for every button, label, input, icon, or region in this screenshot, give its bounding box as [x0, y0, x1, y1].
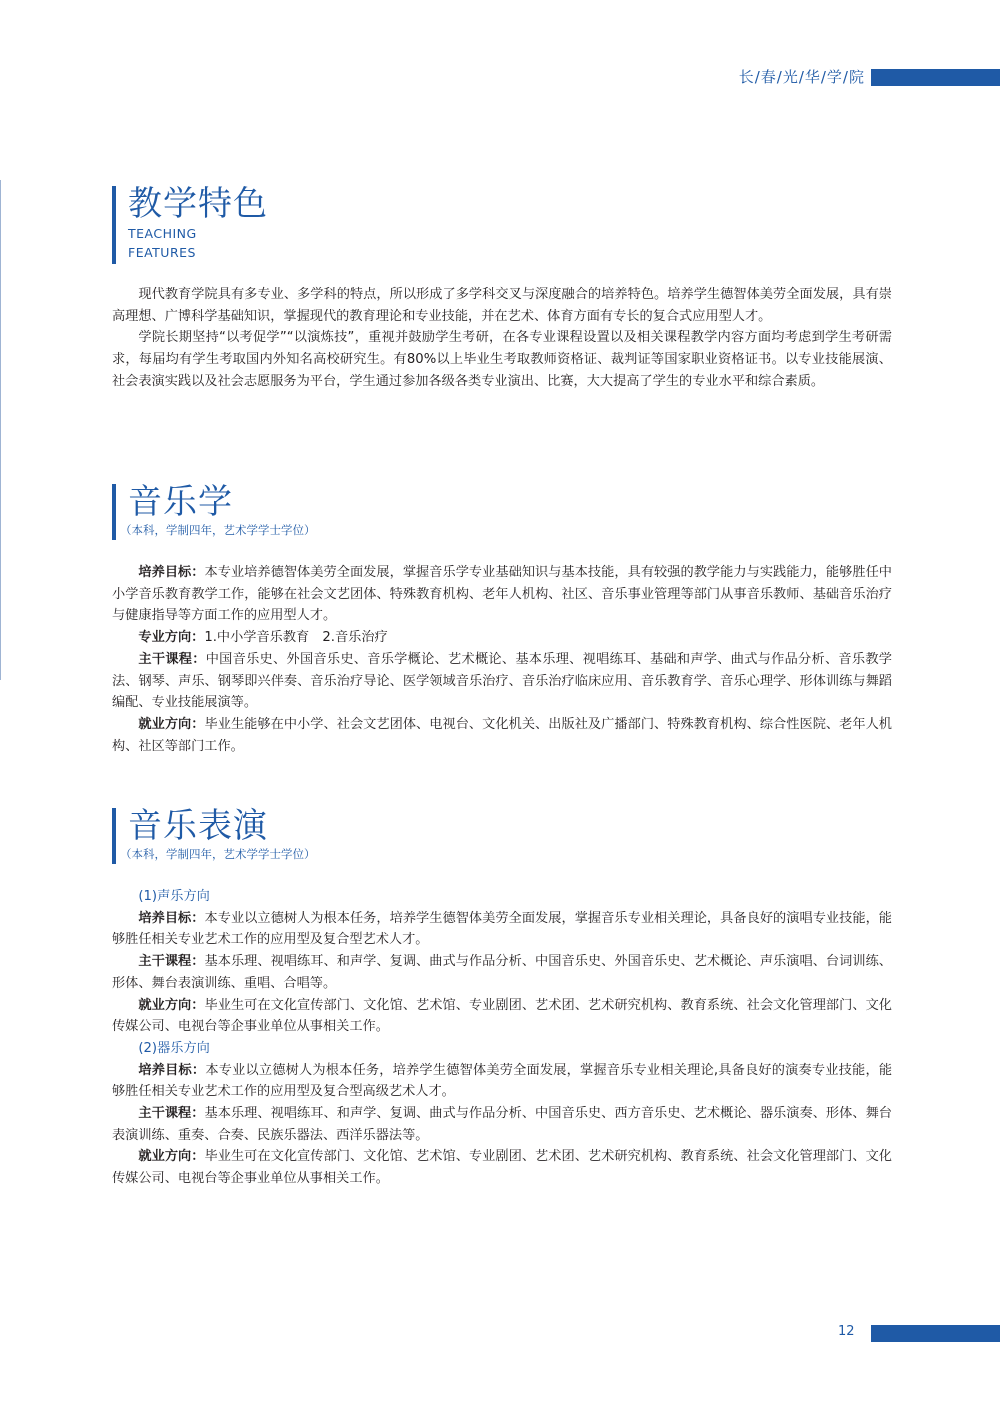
text: 毕业生可在文化宣传部门、文化馆、艺术馆、专业剧团、艺术团、艺术研究机构、教育系统、社会文化管理部门、文化传媒公司、电视台等企事业单位从事相关工作。	[112, 1149, 892, 1187]
text: 1.中小学音乐教育 2.音乐治疗	[204, 630, 388, 646]
label: 主干课程：	[138, 651, 206, 667]
text: 毕业生能够在中小学、社会文艺团体、电视台、文化机关、出版社及广播部门、特殊教育机构、综合性医院、老年人机构、社区等部门工作。	[112, 716, 892, 754]
footer-accent-bar	[871, 1325, 1000, 1342]
section-heading	[112, 184, 892, 262]
header-accent-bar	[871, 69, 1000, 86]
section-body	[112, 886, 892, 1190]
text: 本专业培养德智体美劳全面发展，掌握音乐学专业基础知识与基本技能，具有较强的教学能力与实践能力，能够胜任中小学音乐教育教学工作，能够在社会文艺团体、特殊教育机构、老年人机构、社区、音乐事业管理等部门从事音乐教师、基础音乐治疗与健康指导等方面工作的应用型人才。	[112, 565, 892, 624]
paragraph-goal	[112, 908, 892, 951]
section-title: 音乐表演	[128, 806, 268, 846]
paragraph-courses	[112, 649, 892, 714]
paragraph-career	[112, 995, 892, 1038]
heading-accent-bar	[112, 186, 116, 264]
paragraph-goal	[112, 1060, 892, 1103]
direction-heading-vocal: (1)声乐方向	[138, 889, 210, 904]
section-music-performance	[112, 806, 892, 1190]
section-musicology	[112, 482, 892, 757]
direction-heading-instrumental: (2)器乐方向	[138, 1040, 210, 1056]
section-heading	[112, 806, 892, 862]
label: 主干课程：	[138, 1106, 205, 1122]
section-subtitle: （本科，学制四年，艺术学学士学位）	[120, 847, 316, 861]
paragraph-direction	[112, 627, 892, 649]
section-title: 音乐学	[128, 482, 233, 522]
page-number: 12	[838, 1324, 855, 1339]
label: 培养目标：	[138, 910, 205, 926]
section-body	[112, 284, 892, 393]
label: 就业方向：	[138, 1149, 205, 1165]
section-title: 教学特色	[128, 184, 268, 224]
label: 专业方向：	[138, 630, 205, 646]
text: 本专业以立德树人为根本任务，培养学生德智体美劳全面发展，掌握音乐专业相关理论,具备良好的演奏专业技能，能够胜任相关专业艺术工作的应用型及复合型高级艺术人才。	[112, 1062, 893, 1100]
label: 就业方向：	[138, 716, 205, 732]
heading-accent-bar	[112, 808, 116, 864]
paragraph: 现代教育学院具有多专业、多学科的特点，所以形成了多学科交叉与深度融合的培养特色。培养学生德智体美劳全面发展，具有崇高理想、广博科学基础知识，掌握现代的教育理论和专业技能，并在艺术、体育方面有专长的复合式应用型人才。	[112, 287, 892, 324]
section-title-en-line1: TEACHING	[128, 226, 197, 241]
paragraph: 学院长期坚持“以考促学”“以演炼技”，重视并鼓励学生考研，在各专业课程设置以及相关课程教学内容方面均考虑到学生考研需求，每届均有学生考取国内外知名高校研究生。有80%以上毕业生考取教师资格证、裁判证等国家职业资格证书。以专业技能展演、社会表演实践以及社会志愿服务为平台，学生通过参加各级各类专业演出、比赛，大大提高了学生的专业水平和综合素质。	[112, 330, 892, 389]
text: 毕业生可在文化宣传部门、文化馆、艺术馆、专业剧团、艺术团、艺术研究机构、教育系统、社会文化管理部门、文化传媒公司、电视台等企事业单位从事相关工作。	[112, 997, 892, 1035]
label: 主干课程：	[138, 954, 205, 970]
section-heading	[112, 482, 892, 538]
section-teaching-features	[112, 184, 892, 393]
paragraph-courses	[112, 1103, 892, 1146]
heading-accent-bar	[112, 484, 116, 540]
paragraph-goal	[112, 562, 892, 627]
header-school-name: 长/春/光/华/学/院	[738, 68, 865, 86]
paragraph-courses	[112, 951, 892, 994]
label: 培养目标：	[138, 565, 205, 580]
text: 基本乐理、视唱练耳、和声学、复调、曲式与作品分析、中国音乐史、西方音乐史、艺术概论、器乐演奏、形体、舞台表演训练、重奏、合奏、民族乐器法、西洋乐器法等。	[112, 1106, 892, 1143]
label: 培养目标：	[138, 1062, 206, 1078]
paragraph-career	[112, 714, 892, 757]
left-margin-line	[0, 180, 1, 680]
section-title-en-line2: FEATURES	[128, 245, 196, 260]
text: 本专业以立德树人为根本任务，培养学生德智体美劳全面发展，掌握音乐专业相关理论，具备良好的演唱专业技能，能够胜任相关专业艺术工作的应用型及复合型艺术人才。	[112, 910, 892, 948]
label: 就业方向：	[138, 997, 205, 1013]
section-body	[112, 562, 892, 757]
text: 中国音乐史、外国音乐史、音乐学概论、艺术概论、基本乐理、视唱练耳、基础和声学、曲式与作品分析、音乐教学法、钢琴、声乐、钢琴即兴伴奏、音乐治疗导论、医学领域音乐治疗、音乐治疗临床应用、音乐教育学、音乐心理学、形体训练与舞蹈编配、专业技能展演等。	[112, 651, 892, 711]
text: 基本乐理、视唱练耳、和声学、复调、曲式与作品分析、中国音乐史、外国音乐史、艺术概论、声乐演唱、台词训练、形体、舞台表演训练、重唱、合唱等。	[112, 954, 892, 991]
paragraph-career	[112, 1146, 892, 1189]
section-subtitle: （本科，学制四年，艺术学学士学位）	[120, 523, 316, 537]
